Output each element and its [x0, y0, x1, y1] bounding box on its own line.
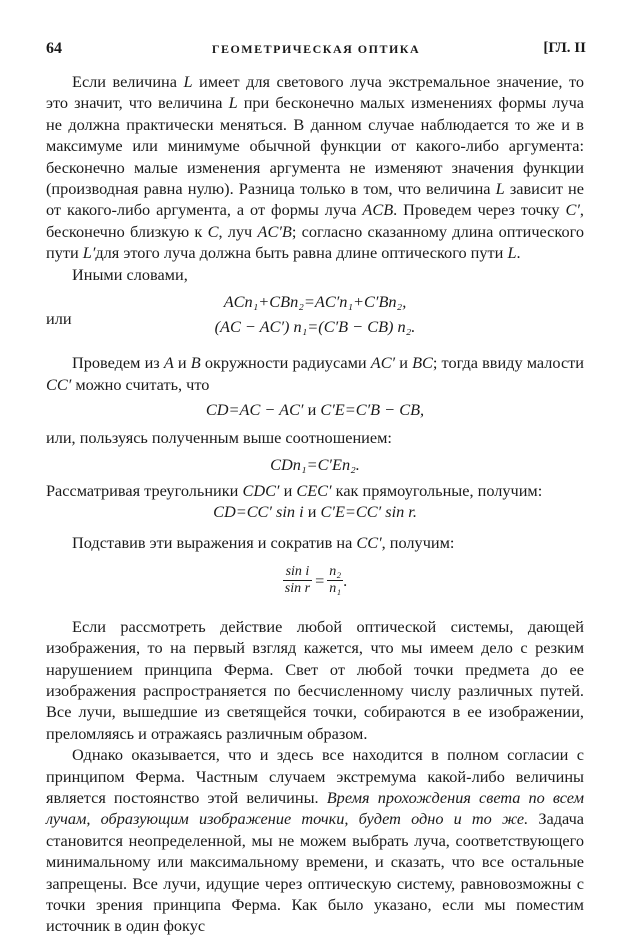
fraction-sin: $\frac{\text{sin i}}{\text{sin r}}$ — [284, 563, 311, 596]
paragraph-3: Проведем из A и B окружности радиусами AC′ и BC; тогда ввиду малости CC′ можно считать, что — [46, 353, 585, 394]
fraction-n: $\frac{\text{n₂}}{\text{n₁}}$ — [329, 563, 342, 596]
italic-statement: Время прохождения света по всем лучам, образующим изображение точки, будет одно и то же. — [46, 787, 584, 829]
running-header — [46, 40, 586, 62]
formula-3: CD=AC − AC′ и C′E=C′B − CB, — [205, 400, 425, 420]
page-body — [46, 71, 584, 937]
paragraph-8: Однако оказывается, что и здесь все находится в полном согласии с принципом Ферма. Частным случаем экстремума какой-либо величины является постоянство этой величины. Время прохождения света по всем лучам, образующим изображение точки, будет одно и то же. Задача становится неопределенной, мы не можем выбрать луча, соответствующего минимальному или максимальному времени, и сказать, что все остальные запрещены. Все лучи, идущие через оптическую систему, равновозможны с точки зрения принципа Ферма. Как было указано, если мы поместим источник в один фокус — [46, 745, 584, 936]
paragraph-5: Рассматривая треугольники CDC′ и CEC′ как прямоугольные, получим: — [46, 480, 543, 500]
paragraph-1: Если величина L имеет для светового луча экстремальное значение, то это значит, что величина L при бесконечно малых изменениях формы луча не должна практически меняться. В данном случае наблюдается то же и в максимуме или минимуме обычной функции от какого-либо аргумента: бесконечно малые изменения аргумента не изменяют значения функции (производная равна нулю). Разница только в том, что величина L зависит не от какого-либо аргумента, а от формы луча ACB. Проведем через точку C′, бесконечно близкую к C, луч AC′B; согласно сказанному длина оптического пути L′для этого луча должна быть равна длине оптического пути L. — [46, 72, 584, 263]
formula-6: $\frac{\text{sin i}}{\text{sin r}}$ = $\frac{\text{n₂}}{\text{n₁}}$ . — [284, 563, 348, 596]
paragraph-7: Если рассмотреть действие любой оптической системы, дающей изображения, то на первый взгляд кажется, что мы имеем дело с резким нарушением принципа Ферма. Свет от любой точки предмета до ее изображения распространяется по бесчисленному числу различных путей. Все лучи, вышедшие из светящейся точки, собираются в ее изображении, преломляясь и отражаясь различным образом. — [46, 616, 584, 743]
formula-4: CDn₁=C′En₂. — [270, 455, 360, 475]
chapter-label: [ГЛ. II — [543, 40, 586, 56]
paragraph-4: или, пользуясь полученным выше соотношением: — [46, 427, 392, 447]
paragraph-2: Иными словами, — [72, 264, 188, 284]
formula-1: ACn₁+CBn₂=AC′n₁+C′Bn₂, — [223, 292, 407, 312]
formula-2: (AC − AC′) n₁=(C′B − CB) n₂. — [214, 317, 416, 337]
formula-5: CD=CC′ sin i и C′E=CC′ sin r. — [213, 501, 417, 521]
paragraph-6: Подставив эти выражения и сократив на CC′, получим: — [72, 533, 455, 553]
formula-2-row — [46, 309, 584, 342]
page-number: 64 — [46, 40, 62, 57]
conjunction-ili: или — [46, 309, 72, 329]
running-title: ГЕОМЕТРИЧЕСКАЯ ОПТИКА — [211, 42, 421, 56]
